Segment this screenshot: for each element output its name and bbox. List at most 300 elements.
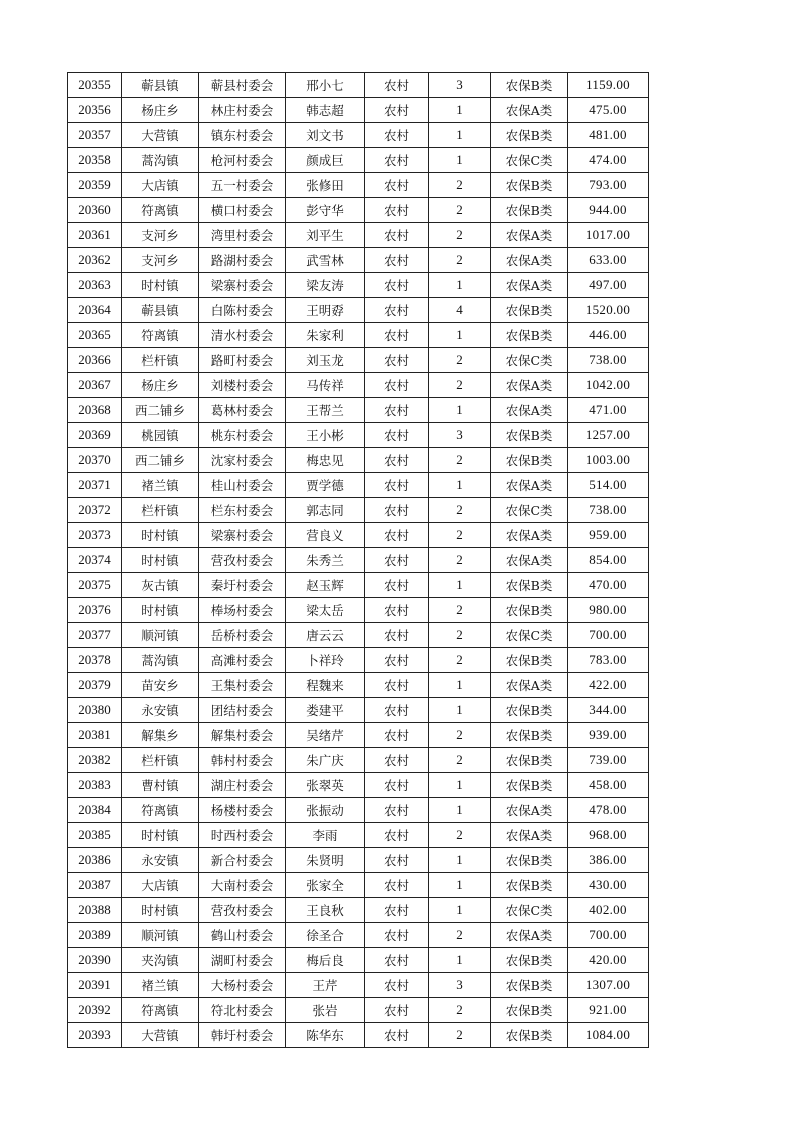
amount-cell: 497.00 (568, 273, 649, 298)
village-cell: 刘楼村委会 (199, 373, 286, 398)
amount-cell: 939.00 (568, 723, 649, 748)
amount-cell: 1307.00 (568, 973, 649, 998)
name-cell: 王明孬 (286, 298, 365, 323)
area-type-cell: 农村 (365, 523, 429, 548)
area-type-cell: 农村 (365, 223, 429, 248)
amount-cell: 1003.00 (568, 448, 649, 473)
village-cell: 韩圩村委会 (199, 1023, 286, 1048)
table-row (68, 873, 649, 898)
village-cell: 杨楼村委会 (199, 798, 286, 823)
id-cell: 20372 (68, 498, 122, 523)
insurance-class-cell: 农保B类 (491, 998, 568, 1023)
id-cell: 20364 (68, 298, 122, 323)
insurance-class-cell: 农保B类 (491, 423, 568, 448)
insurance-class-cell: 农保B类 (491, 123, 568, 148)
name-cell: 王良秋 (286, 898, 365, 923)
insurance-class-cell: 农保B类 (491, 848, 568, 873)
amount-cell: 739.00 (568, 748, 649, 773)
area-type-cell: 农村 (365, 323, 429, 348)
insurance-class-cell: 农保A类 (491, 398, 568, 423)
count-cell: 2 (429, 198, 491, 223)
id-cell: 20386 (68, 848, 122, 873)
name-cell: 刘文书 (286, 123, 365, 148)
township-cell: 时村镇 (122, 823, 199, 848)
id-cell: 20366 (68, 348, 122, 373)
township-cell: 大店镇 (122, 873, 199, 898)
name-cell: 马传祥 (286, 373, 365, 398)
insurance-class-cell: 农保A类 (491, 473, 568, 498)
amount-cell: 1257.00 (568, 423, 649, 448)
id-cell: 20368 (68, 398, 122, 423)
insurance-class-cell: 农保B类 (491, 73, 568, 98)
area-type-cell: 农村 (365, 398, 429, 423)
id-cell: 20357 (68, 123, 122, 148)
area-type-cell: 农村 (365, 723, 429, 748)
id-cell: 20392 (68, 998, 122, 1023)
area-type-cell: 农村 (365, 473, 429, 498)
amount-cell: 471.00 (568, 398, 649, 423)
insurance-class-cell: 农保B类 (491, 198, 568, 223)
township-cell: 栏杆镇 (122, 498, 199, 523)
table-row (68, 73, 649, 98)
amount-cell: 968.00 (568, 823, 649, 848)
township-cell: 时村镇 (122, 548, 199, 573)
count-cell: 2 (429, 923, 491, 948)
name-cell: 李雨 (286, 823, 365, 848)
amount-cell: 921.00 (568, 998, 649, 1023)
table-row (68, 948, 649, 973)
table-row (68, 198, 649, 223)
name-cell: 徐圣合 (286, 923, 365, 948)
id-cell: 20387 (68, 873, 122, 898)
village-cell: 五一村委会 (199, 173, 286, 198)
village-cell: 韩村村委会 (199, 748, 286, 773)
amount-cell: 446.00 (568, 323, 649, 348)
id-cell: 20371 (68, 473, 122, 498)
table-row (68, 373, 649, 398)
name-cell: 吴绪芹 (286, 723, 365, 748)
name-cell: 张修田 (286, 173, 365, 198)
township-cell: 蒿沟镇 (122, 648, 199, 673)
name-cell: 刘玉龙 (286, 348, 365, 373)
area-type-cell: 农村 (365, 123, 429, 148)
id-cell: 20385 (68, 823, 122, 848)
id-cell: 20358 (68, 148, 122, 173)
area-type-cell: 农村 (365, 548, 429, 573)
table-row (68, 123, 649, 148)
count-cell: 1 (429, 773, 491, 798)
count-cell: 1 (429, 948, 491, 973)
area-type-cell: 农村 (365, 98, 429, 123)
table-row (68, 673, 649, 698)
area-type-cell: 农村 (365, 998, 429, 1023)
amount-cell: 738.00 (568, 498, 649, 523)
insurance-class-cell: 农保A类 (491, 223, 568, 248)
area-type-cell: 农村 (365, 923, 429, 948)
amount-cell: 1159.00 (568, 73, 649, 98)
village-cell: 王集村委会 (199, 673, 286, 698)
table-row (68, 973, 649, 998)
amount-cell: 1042.00 (568, 373, 649, 398)
table-row (68, 798, 649, 823)
table-row (68, 523, 649, 548)
amount-cell: 474.00 (568, 148, 649, 173)
insurance-class-cell: 农保C类 (491, 148, 568, 173)
township-cell: 蕲县镇 (122, 298, 199, 323)
township-cell: 灰古镇 (122, 573, 199, 598)
amount-cell: 959.00 (568, 523, 649, 548)
count-cell: 2 (429, 523, 491, 548)
id-cell: 20355 (68, 73, 122, 98)
township-cell: 符离镇 (122, 323, 199, 348)
village-cell: 沈家村委会 (199, 448, 286, 473)
table-row (68, 498, 649, 523)
id-cell: 20383 (68, 773, 122, 798)
area-type-cell: 农村 (365, 448, 429, 473)
village-cell: 蕲县村委会 (199, 73, 286, 98)
amount-cell: 420.00 (568, 948, 649, 973)
name-cell: 王芹 (286, 973, 365, 998)
village-cell: 符北村委会 (199, 998, 286, 1023)
name-cell: 梁太岳 (286, 598, 365, 623)
amount-cell: 1520.00 (568, 298, 649, 323)
township-cell: 时村镇 (122, 273, 199, 298)
name-cell: 唐云云 (286, 623, 365, 648)
village-cell: 大南村委会 (199, 873, 286, 898)
table-row (68, 923, 649, 948)
name-cell: 郭志同 (286, 498, 365, 523)
insurance-class-cell: 农保B类 (491, 973, 568, 998)
table-row (68, 748, 649, 773)
insurance-class-cell: 农保B类 (491, 1023, 568, 1048)
count-cell: 1 (429, 398, 491, 423)
village-cell: 梁寨村委会 (199, 523, 286, 548)
insurance-class-cell: 农保B类 (491, 748, 568, 773)
township-cell: 褚兰镇 (122, 973, 199, 998)
id-cell: 20391 (68, 973, 122, 998)
township-cell: 时村镇 (122, 523, 199, 548)
table-body (68, 73, 649, 1048)
township-cell: 曹村镇 (122, 773, 199, 798)
name-cell: 韩志超 (286, 98, 365, 123)
id-cell: 20378 (68, 648, 122, 673)
count-cell: 1 (429, 123, 491, 148)
amount-cell: 783.00 (568, 648, 649, 673)
township-cell: 蕲县镇 (122, 73, 199, 98)
id-cell: 20356 (68, 98, 122, 123)
township-cell: 符离镇 (122, 798, 199, 823)
area-type-cell: 农村 (365, 173, 429, 198)
village-cell: 桂山村委会 (199, 473, 286, 498)
village-cell: 棒场村委会 (199, 598, 286, 623)
count-cell: 1 (429, 473, 491, 498)
id-cell: 20374 (68, 548, 122, 573)
table-row (68, 823, 649, 848)
table-row (68, 623, 649, 648)
area-type-cell: 农村 (365, 298, 429, 323)
table-row (68, 398, 649, 423)
area-type-cell: 农村 (365, 273, 429, 298)
count-cell: 2 (429, 598, 491, 623)
township-cell: 符离镇 (122, 998, 199, 1023)
township-cell: 桃园镇 (122, 423, 199, 448)
name-cell: 营良义 (286, 523, 365, 548)
id-cell: 20379 (68, 673, 122, 698)
count-cell: 2 (429, 1023, 491, 1048)
count-cell: 2 (429, 723, 491, 748)
count-cell: 3 (429, 423, 491, 448)
count-cell: 1 (429, 898, 491, 923)
table-row (68, 323, 649, 348)
count-cell: 2 (429, 248, 491, 273)
count-cell: 1 (429, 848, 491, 873)
insurance-class-cell: 农保B类 (491, 948, 568, 973)
amount-cell: 1017.00 (568, 223, 649, 248)
id-cell: 20381 (68, 723, 122, 748)
id-cell: 20390 (68, 948, 122, 973)
table-row (68, 423, 649, 448)
name-cell: 王帮兰 (286, 398, 365, 423)
village-cell: 栏东村委会 (199, 498, 286, 523)
name-cell: 张翠英 (286, 773, 365, 798)
insurance-class-cell: 农保B类 (491, 648, 568, 673)
township-cell: 杨庄乡 (122, 98, 199, 123)
insurance-class-cell: 农保B类 (491, 298, 568, 323)
area-type-cell: 农村 (365, 773, 429, 798)
township-cell: 支河乡 (122, 248, 199, 273)
amount-cell: 481.00 (568, 123, 649, 148)
id-cell: 20361 (68, 223, 122, 248)
village-cell: 高滩村委会 (199, 648, 286, 673)
insurance-class-cell: 农保B类 (491, 173, 568, 198)
village-cell: 路町村委会 (199, 348, 286, 373)
insurance-class-cell: 农保A类 (491, 373, 568, 398)
amount-cell: 458.00 (568, 773, 649, 798)
insurance-class-cell: 农保B类 (491, 698, 568, 723)
area-type-cell: 农村 (365, 373, 429, 398)
amount-cell: 700.00 (568, 623, 649, 648)
id-cell: 20377 (68, 623, 122, 648)
township-cell: 蒿沟镇 (122, 148, 199, 173)
table-row (68, 98, 649, 123)
table-row (68, 348, 649, 373)
name-cell: 张家全 (286, 873, 365, 898)
village-cell: 解集村委会 (199, 723, 286, 748)
township-cell: 符离镇 (122, 198, 199, 223)
table-row (68, 898, 649, 923)
village-cell: 新合村委会 (199, 848, 286, 873)
area-type-cell: 农村 (365, 673, 429, 698)
table-row (68, 773, 649, 798)
name-cell: 武雪林 (286, 248, 365, 273)
records-table (67, 72, 649, 1048)
table-row (68, 223, 649, 248)
name-cell: 刘平生 (286, 223, 365, 248)
village-cell: 秦圩村委会 (199, 573, 286, 598)
village-cell: 横口村委会 (199, 198, 286, 223)
id-cell: 20375 (68, 573, 122, 598)
insurance-class-cell: 农保A类 (491, 798, 568, 823)
township-cell: 永安镇 (122, 848, 199, 873)
insurance-class-cell: 农保B类 (491, 873, 568, 898)
insurance-class-cell: 农保A类 (491, 523, 568, 548)
id-cell: 20362 (68, 248, 122, 273)
table-row (68, 273, 649, 298)
count-cell: 2 (429, 548, 491, 573)
area-type-cell: 农村 (365, 973, 429, 998)
amount-cell: 944.00 (568, 198, 649, 223)
count-cell: 2 (429, 373, 491, 398)
area-type-cell: 农村 (365, 648, 429, 673)
insurance-class-cell: 农保B类 (491, 573, 568, 598)
township-cell: 大营镇 (122, 1023, 199, 1048)
count-cell: 1 (429, 873, 491, 898)
count-cell: 4 (429, 298, 491, 323)
name-cell: 邢小七 (286, 73, 365, 98)
table-row (68, 248, 649, 273)
village-cell: 团结村委会 (199, 698, 286, 723)
count-cell: 2 (429, 223, 491, 248)
name-cell: 卜祥玲 (286, 648, 365, 673)
village-cell: 鹤山村委会 (199, 923, 286, 948)
village-cell: 桃东村委会 (199, 423, 286, 448)
id-cell: 20369 (68, 423, 122, 448)
insurance-class-cell: 农保B类 (491, 323, 568, 348)
amount-cell: 386.00 (568, 848, 649, 873)
area-type-cell: 农村 (365, 498, 429, 523)
village-cell: 营孜村委会 (199, 548, 286, 573)
township-cell: 顺河镇 (122, 623, 199, 648)
table-row (68, 998, 649, 1023)
id-cell: 20388 (68, 898, 122, 923)
amount-cell: 854.00 (568, 548, 649, 573)
area-type-cell: 农村 (365, 748, 429, 773)
table-row (68, 848, 649, 873)
village-cell: 梁寨村委会 (199, 273, 286, 298)
area-type-cell: 农村 (365, 148, 429, 173)
area-type-cell: 农村 (365, 73, 429, 98)
count-cell: 2 (429, 748, 491, 773)
insurance-class-cell: 农保A类 (491, 823, 568, 848)
township-cell: 栏杆镇 (122, 348, 199, 373)
village-cell: 清水村委会 (199, 323, 286, 348)
count-cell: 2 (429, 648, 491, 673)
village-cell: 湖庄村委会 (199, 773, 286, 798)
table-row (68, 173, 649, 198)
name-cell: 朱秀兰 (286, 548, 365, 573)
insurance-class-cell: 农保C类 (491, 898, 568, 923)
count-cell: 2 (429, 498, 491, 523)
township-cell: 大营镇 (122, 123, 199, 148)
area-type-cell: 农村 (365, 798, 429, 823)
township-cell: 顺河镇 (122, 923, 199, 948)
township-cell: 西二铺乡 (122, 448, 199, 473)
insurance-class-cell: 农保C类 (491, 498, 568, 523)
village-cell: 时西村委会 (199, 823, 286, 848)
amount-cell: 980.00 (568, 598, 649, 623)
township-cell: 褚兰镇 (122, 473, 199, 498)
village-cell: 营孜村委会 (199, 898, 286, 923)
table-row (68, 698, 649, 723)
count-cell: 2 (429, 448, 491, 473)
insurance-class-cell: 农保A类 (491, 548, 568, 573)
name-cell: 梁友涛 (286, 273, 365, 298)
name-cell: 朱贤明 (286, 848, 365, 873)
table-row (68, 573, 649, 598)
township-cell: 大店镇 (122, 173, 199, 198)
count-cell: 3 (429, 973, 491, 998)
name-cell: 赵玉辉 (286, 573, 365, 598)
area-type-cell: 农村 (365, 948, 429, 973)
id-cell: 20376 (68, 598, 122, 623)
name-cell: 程魏来 (286, 673, 365, 698)
name-cell: 娄建平 (286, 698, 365, 723)
village-cell: 白陈村委会 (199, 298, 286, 323)
id-cell: 20363 (68, 273, 122, 298)
amount-cell: 422.00 (568, 673, 649, 698)
name-cell: 贾学德 (286, 473, 365, 498)
insurance-class-cell: 农保B类 (491, 448, 568, 473)
count-cell: 1 (429, 798, 491, 823)
count-cell: 1 (429, 323, 491, 348)
amount-cell: 514.00 (568, 473, 649, 498)
table-row (68, 548, 649, 573)
table-row (68, 598, 649, 623)
township-cell: 时村镇 (122, 898, 199, 923)
area-type-cell: 农村 (365, 848, 429, 873)
name-cell: 张岩 (286, 998, 365, 1023)
amount-cell: 344.00 (568, 698, 649, 723)
name-cell: 梅后良 (286, 948, 365, 973)
name-cell: 朱广庆 (286, 748, 365, 773)
table-row (68, 448, 649, 473)
id-cell: 20384 (68, 798, 122, 823)
area-type-cell: 农村 (365, 348, 429, 373)
table-row (68, 473, 649, 498)
id-cell: 20389 (68, 923, 122, 948)
insurance-class-cell: 农保B类 (491, 598, 568, 623)
amount-cell: 793.00 (568, 173, 649, 198)
insurance-class-cell: 农保B类 (491, 723, 568, 748)
township-cell: 苗安乡 (122, 673, 199, 698)
id-cell: 20370 (68, 448, 122, 473)
amount-cell: 470.00 (568, 573, 649, 598)
id-cell: 20359 (68, 173, 122, 198)
amount-cell: 402.00 (568, 898, 649, 923)
name-cell: 颜成巨 (286, 148, 365, 173)
village-cell: 岳桥村委会 (199, 623, 286, 648)
area-type-cell: 农村 (365, 623, 429, 648)
village-cell: 路湖村委会 (199, 248, 286, 273)
area-type-cell: 农村 (365, 698, 429, 723)
table-row (68, 298, 649, 323)
insurance-class-cell: 农保A类 (491, 248, 568, 273)
amount-cell: 700.00 (568, 923, 649, 948)
insurance-class-cell: 农保A类 (491, 98, 568, 123)
village-cell: 大杨村委会 (199, 973, 286, 998)
area-type-cell: 农村 (365, 248, 429, 273)
table-row (68, 648, 649, 673)
table-row (68, 148, 649, 173)
insurance-class-cell: 农保C类 (491, 623, 568, 648)
count-cell: 1 (429, 698, 491, 723)
amount-cell: 633.00 (568, 248, 649, 273)
id-cell: 20393 (68, 1023, 122, 1048)
name-cell: 陈华东 (286, 1023, 365, 1048)
insurance-class-cell: 农保A类 (491, 923, 568, 948)
name-cell: 朱家利 (286, 323, 365, 348)
insurance-class-cell: 农保C类 (491, 348, 568, 373)
